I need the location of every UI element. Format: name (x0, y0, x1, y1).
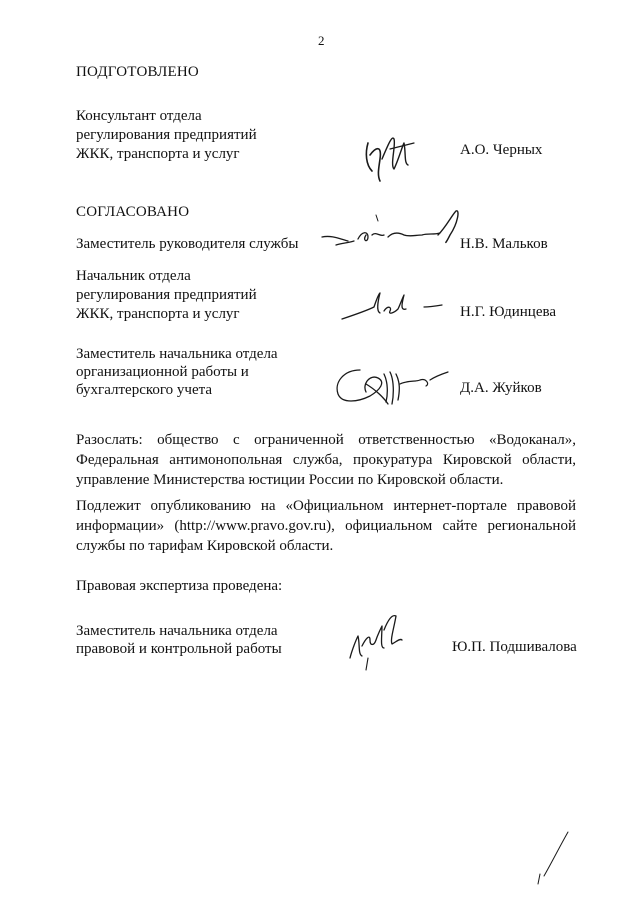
agreed-1-name: Н.В. Мальков (460, 236, 548, 252)
signature-zhuikov (330, 360, 455, 410)
margin-pen-mark (528, 828, 578, 888)
signature-podshivalova (344, 610, 414, 675)
page-number: 2 (318, 33, 325, 48)
prepared-name: А.О. Черных (460, 142, 543, 158)
publication-text: Подлежит опубликованию на «Официальном интернет-портале правовой информации» (http://www.pravo.gov.ru), официальном сайте региональной службы по тарифам Кировской области. (76, 498, 576, 554)
legal-review-heading: Правовая экспертиза проведена: (76, 578, 283, 594)
agreed-2-position-line-3: ЖКК, транспорта и услуг (76, 306, 240, 322)
agreed-3-position-line-3: бухгалтерского учета (76, 382, 213, 398)
prepared-heading: ПОДГОТОВЛЕНО (76, 64, 199, 80)
agreed-heading: СОГЛАСОВАНО (76, 204, 190, 220)
agreed-3-position-line-1: Заместитель начальника отдела (76, 346, 278, 362)
legal-review-position-line-2: правовой и контрольной работы (76, 641, 282, 657)
agreed-2-position-line-2: регулирования предприятий (76, 287, 257, 303)
publication-paragraph (76, 496, 576, 556)
prepared-position-line-1: Консультант отдела (76, 108, 202, 124)
agreed-3-position-line-2: организационной работы и (76, 364, 249, 380)
legal-review-name: Ю.П. Подшивалова (452, 639, 577, 655)
agreed-2-name: Н.Г. Юдинцева (460, 304, 557, 320)
distribution-paragraph (76, 430, 576, 490)
signature-yudintseva (340, 285, 450, 325)
prepared-position-line-2: регулирования предприятий (76, 127, 257, 143)
signature-malkov (318, 205, 468, 255)
signature-chernykh (360, 125, 420, 185)
agreed-1-position-line-1: Заместитель руководителя службы (76, 236, 299, 252)
agreed-3-name: Д.А. Жуйков (460, 380, 542, 396)
distribution-text: Разослать: общество с ограниченной ответственностью «Водоканал», Федеральная антимонопольная служба, прокуратура Кировской области, управление Министерства юстиции России по Кировской области. (76, 432, 576, 488)
legal-review-position-line-1: Заместитель начальника отдела (76, 623, 278, 639)
prepared-position-line-3: ЖКК, транспорта и услуг (76, 146, 240, 162)
agreed-2-position-line-1: Начальник отдела (76, 268, 191, 284)
